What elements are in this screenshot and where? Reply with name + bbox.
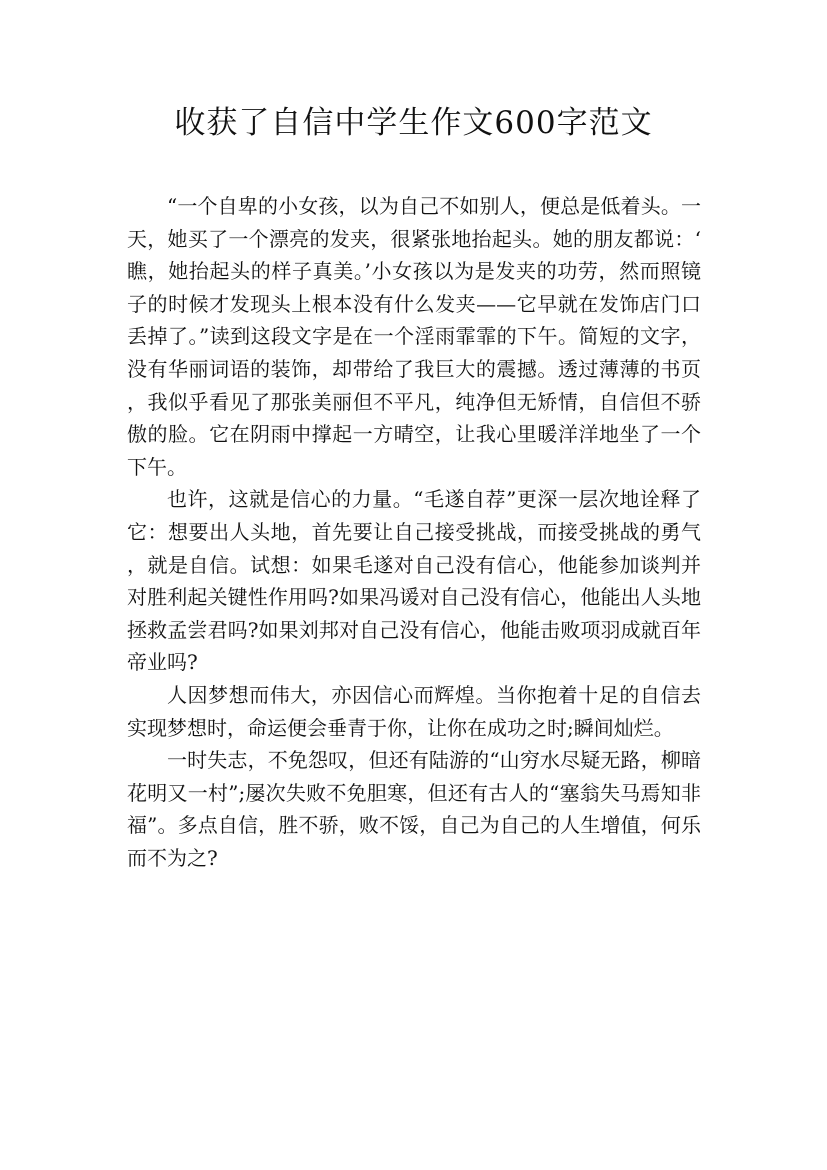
- paragraph-2: 也许，这就是信心的力量。“毛遂自荐”更深一层次地诠释了它：想要出人头地，首先要让自己接受挑战，而接受挑战的勇气，就是自信。试想：如果毛遂对自己没有信心，他能参加谈判并对胜利起关键性作用吗?如果冯谖对自己没有信心，他能出人头地拯救孟尝君吗?如果刘邦对自己没有信心，他能击败项羽成就百年帝业吗?: [127, 487, 701, 675]
- document-body: [127, 190, 701, 874]
- paragraph-3: 人因梦想而伟大，亦因信心而辉煌。当你抱着十足的自信去实现梦想时，命运便会垂青于你，让你在成功之时;瞬间灿烂。: [127, 682, 701, 740]
- document-title: 收获了自信中学生作文600字范文: [174, 105, 653, 141]
- paragraph-4: 一时失志，不免怨叹，但还有陆游的“山穷水尽疑无路，柳暗花明又一村”;屡次失败不免胆寒，但还有古人的“塞翁失马焉知非福”。多点自信，胜不骄，败不馁，自己为自己的人生增值，何乐而不为之?: [127, 748, 701, 870]
- paragraph-1: “一个自卑的小女孩，以为自己不如别人，便总是低着头。一天，她买了一个漂亮的发夹，很紧张地抬起头。她的朋友都说：‘瞧，她抬起头的样子真美。’小女孩以为是发夹的功劳，然而照镜子的时候才发现头上根本没有什么发夹——它早就在发饰店门口丢掉了。”读到这段文字是在一个淫雨霏霏的下午。简短的文字，没有华丽词语的装饰，却带给了我巨大的震撼。透过薄薄的书页，我似乎看见了那张美丽但不平凡，纯净但无矫情，自信但不骄傲的脸。它在阴雨中撑起一方晴空，让我心里暖洋洋地坐了一个下午。: [127, 194, 701, 479]
